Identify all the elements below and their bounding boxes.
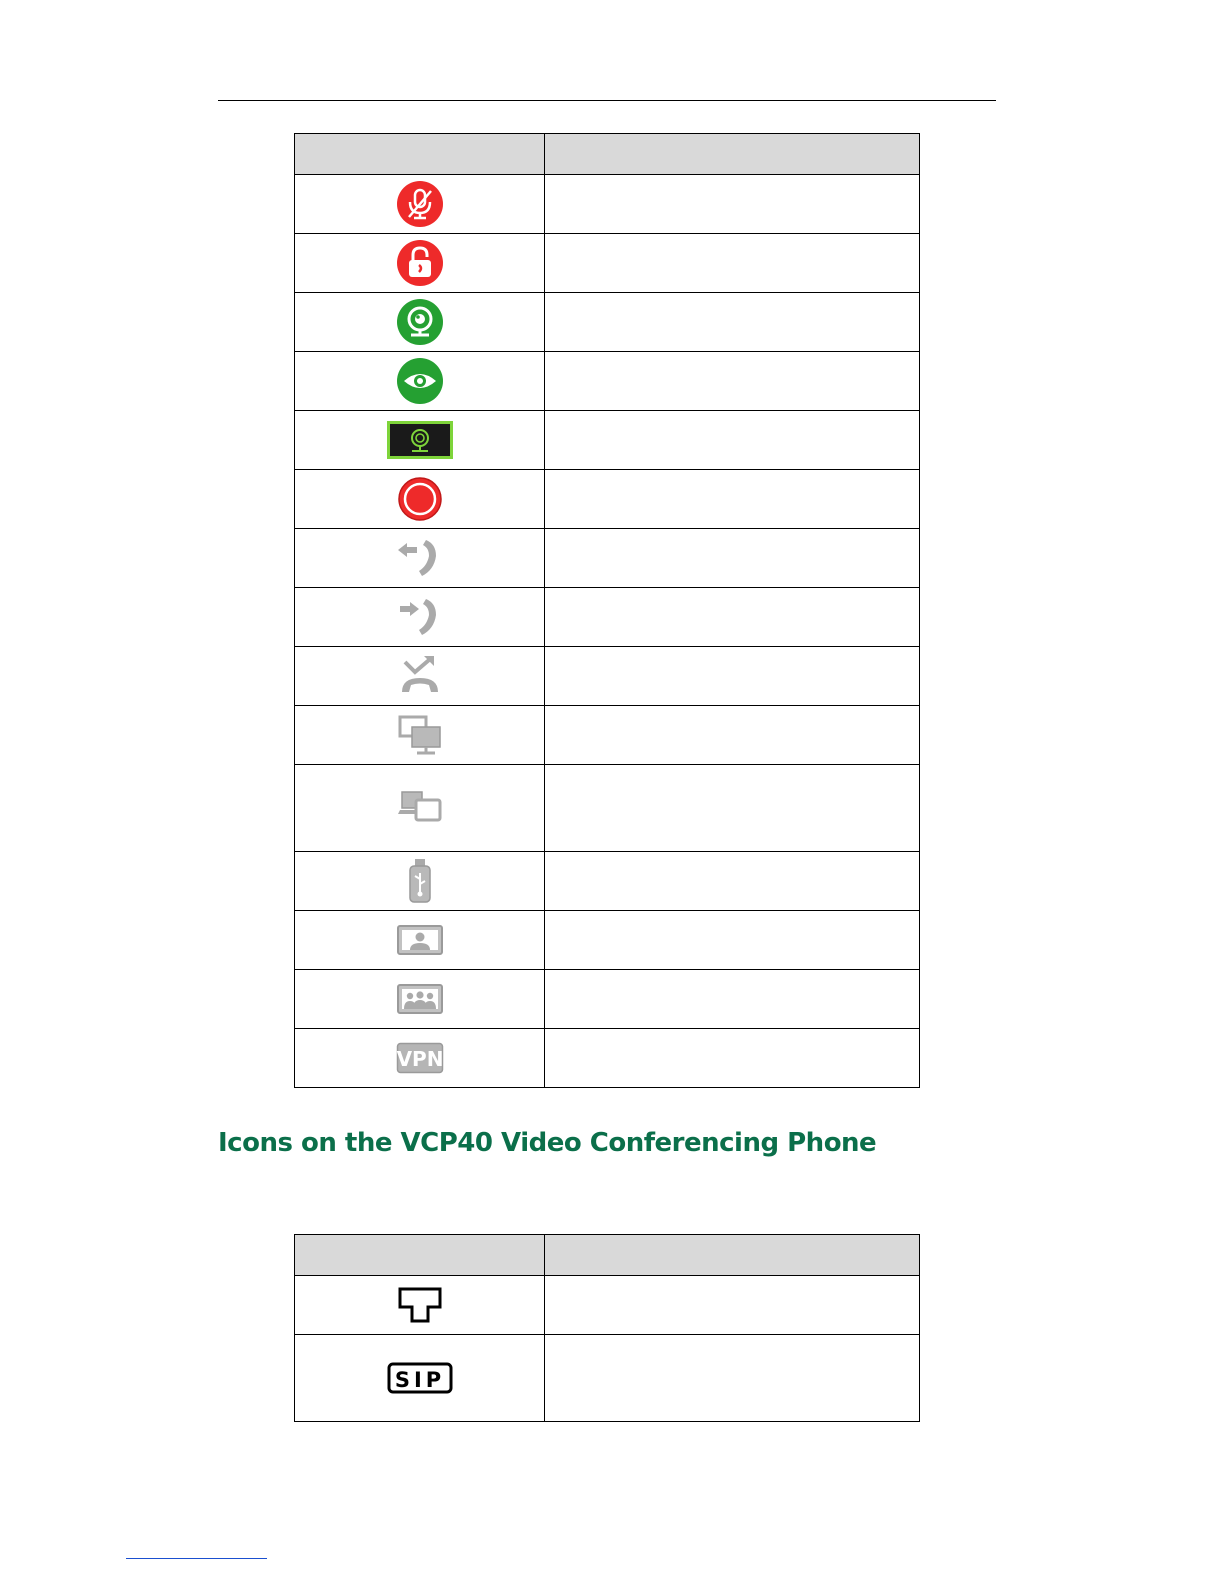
missed-call-icon [396,652,444,700]
multi-participant-icon [396,983,444,1015]
eye-icon [396,357,444,405]
icon-table-1 [294,133,920,1088]
header-description-column [545,1235,920,1276]
table-row [295,352,920,411]
table-row [295,1335,920,1422]
table-row [295,1276,920,1335]
vpn-icon-text: VPN [396,1047,443,1071]
section-heading: Icons on the VCP40 Video Conferencing Phone [218,1128,877,1158]
pc-share-icon [396,788,444,828]
table-header-row [295,134,920,175]
table-row [295,852,920,911]
table-row [295,470,920,529]
sip-icon-text: SIP [394,1368,445,1392]
header-description-column [545,134,920,175]
table-row [295,765,920,852]
table-header-row [295,1235,920,1276]
mute-microphone-icon [396,180,444,228]
table-row [295,175,920,234]
single-participant-icon [396,924,444,956]
table-row [295,1029,920,1088]
table-row [295,706,920,765]
table-row [295,588,920,647]
footer-link-underline[interactable] [126,1558,267,1559]
table-row [295,234,920,293]
header-icon-column [295,134,545,175]
incoming-call-icon [396,593,444,641]
outgoing-call-icon [396,534,444,582]
table-row [295,647,920,706]
record-icon [397,476,443,522]
camera-frame-icon [387,421,453,459]
table-row [295,411,920,470]
header-rule [218,100,996,101]
vpn-icon [396,1042,444,1074]
icon-table-2 [294,1234,920,1422]
table-row [295,911,920,970]
table-row [295,970,920,1029]
header-icon-column [295,1235,545,1276]
sip-icon [387,1362,453,1394]
camera-icon [396,298,444,346]
unlocked-padlock-icon [396,239,444,287]
table-row [295,293,920,352]
table-row [295,529,920,588]
content-share-icon [396,713,444,757]
network-port-icon [396,1285,444,1325]
usb-drive-icon [405,857,435,905]
